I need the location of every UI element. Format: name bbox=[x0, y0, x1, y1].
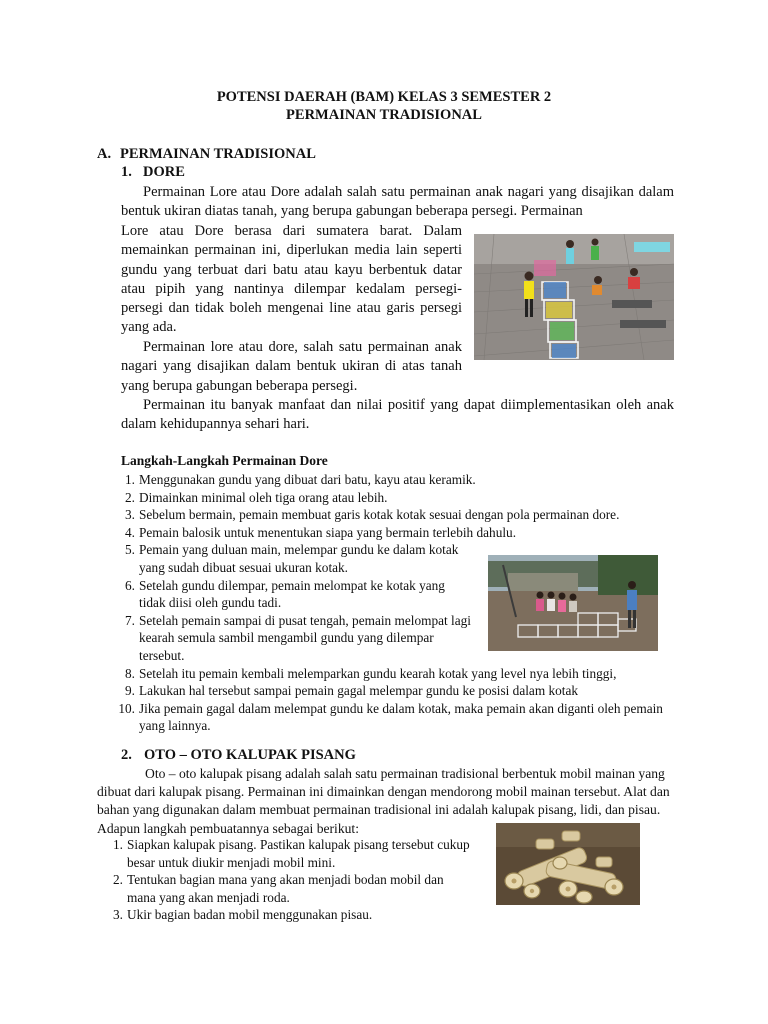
section-a-heading bbox=[97, 146, 316, 163]
document-title: POTENSI DAERAH (BAM) KELAS 3 SEMESTER 2 bbox=[216, 89, 552, 105]
oto-title: OTO – OTO KALUPAK PISANG bbox=[144, 747, 356, 763]
dore-photo-illustration bbox=[474, 234, 674, 360]
dore-paragraph-1: Permainan Lore atau Dore adalah salah satu permainan anak nagari yang disajikan dalam bentuk ukiran diatas tanah, yang berupa gabungan beberapa persegi. Permainan bbox=[121, 184, 674, 220]
oto-number: 2. bbox=[121, 747, 132, 763]
dore-steps-heading: Langkah-Langkah Permainan Dore bbox=[121, 453, 328, 468]
dore-paragraph-3: Permainan itu banyak manfaat dan nilai positif yang dapat diimplementasikan oleh anak dalam kehidupannya sehari hari. bbox=[121, 397, 674, 433]
list-item: 8. Setelah itu pemain kembali melemparkan gundu kearah kotak yang level nya lebih tinggi, bbox=[125, 665, 617, 681]
list-item: 2. Tentukan bagian mana yang akan menjadi bodan mobil dan mana yang akan menjadi roda. bbox=[113, 872, 444, 905]
list-item: 9. Lakukan hal tersebut sampai pemain gagal melempar gundu ke posisi dalam kotak bbox=[125, 683, 579, 699]
dore-heading bbox=[121, 164, 185, 181]
dore-paragraph-2: Permainan lore atau dore, salah satu permainan anak nagari yang disajikan dalam bentuk ukiran di atas tanah yang berupa gabungan beberapa persegi. bbox=[121, 339, 462, 394]
list-item: 4. Pemain balosik untuk menentukan siapa yang bermain terlebih dahulu. bbox=[125, 524, 517, 540]
list-item: 5. Pemain yang duluan main, melempar gundu ke dalam kotak yang sudah dibuat sesuai ukuran kotak. bbox=[125, 542, 459, 575]
oto-toy-car-photo bbox=[496, 823, 640, 905]
section-a-label: A. bbox=[97, 146, 112, 162]
dore-title: DORE bbox=[143, 164, 185, 180]
oto-heading bbox=[121, 747, 356, 764]
toy-car-illustration bbox=[496, 823, 640, 905]
dore-playground-photo bbox=[474, 234, 674, 360]
document-subtitle: PERMAINAN TRADISIONAL bbox=[286, 107, 482, 123]
section-a-title: PERMAINAN TRADISIONAL bbox=[120, 146, 316, 162]
oto-intro-paragraph: Oto – oto kalupak pisang adalah salah satu permainan tradisional berbentuk mobil mainan yang dibuat dari kalupak pisang. Permainan ini dimainkan dengan mendorong mobil mainan tersebut. Alat dan bahan yang digunakan dalam membuat permainan tradisional ini adalah kalupak pisang, lidi, dan pisau. Adapun langkah pembuatannya sebagai berikut: bbox=[97, 766, 670, 836]
list-item: 1. Siapkan kalupak pisang. Pastikan kalupak pisang tersebut cukup besar untuk diukir menjadi mobil mini. bbox=[113, 837, 470, 870]
list-item: 1. Menggunakan gundu yang dibuat dari batu, kayu atau keramik. bbox=[125, 472, 476, 487]
list-item: 3. Sebelum bermain, pemain membuat garis kotak kotak sesuai dengan pola permainan dore. bbox=[125, 507, 620, 523]
list-item: 7. Setelah pemain sampai di pusat tengah, pemain melompat lagi kearah semula sambil mengambil gundu yang dilempar tersebut. bbox=[125, 612, 471, 663]
dore-grid-illustration bbox=[488, 555, 658, 651]
list-item: 2. Dimainkan minimal oleh tiga orang atau lebih. bbox=[125, 489, 388, 505]
dore-number: 1. bbox=[121, 164, 132, 180]
dore-paragraph-1-continued: Lore atau Dore berasa dari sumatera barat. Dalam memainkan permainan ini, diperlukan media lain seperti gundu yang terbuat dari batu atau kayu berbentuk datar atau pipih yang nantinya dilempar kedalam persegi-persegi dan tidak boleh mengenai line atau garis persegi yang ada. bbox=[121, 223, 462, 336]
list-item: 6. Setelah gundu dilempar, pemain melompat ke kotak yang tidak diisi oleh gundu tadi. bbox=[125, 577, 445, 611]
dore-grid-photo bbox=[488, 555, 658, 651]
list-item: 10. Jika pemain gagal dalam melempat gundu ke dalam kotak, maka pemain akan diganti oleh pemain yang lainnya. bbox=[118, 700, 663, 734]
list-item: 3. Ukir bagian badan mobil menggunakan pisau. bbox=[113, 907, 373, 923]
oto-steps-list bbox=[105, 836, 475, 924]
